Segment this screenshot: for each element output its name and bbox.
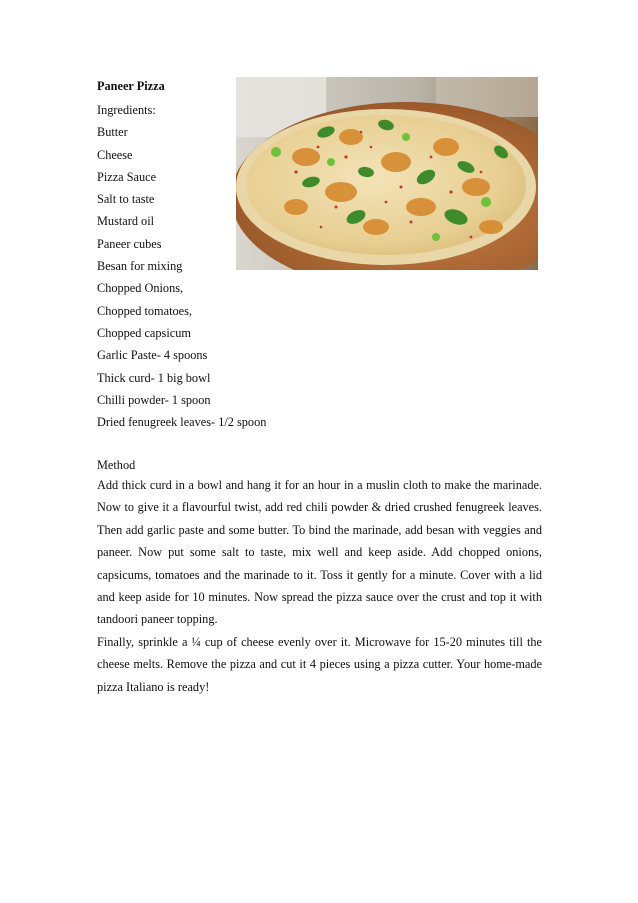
pizza-photo: [236, 77, 538, 270]
ingredients-list: [97, 99, 267, 433]
method-paragraph: Add thick curd in a bowl and hang it for an hour in a muslin cloth to make the marinade. Now to give it a flavourful twist, add red chili powder & dried crushed fenugreek leaves. Then add garlic paste and some butter. To bind the marinade, add besan with veggies and paneer. Now put some salt to taste, mix well and keep aside. Add chopped onions, capsicums, tomatoes and the marinade to it. Toss it gently for a minute. Cover with a lid and keep aside for 10 minutes. Now spread the pizza sauce over the crust and top it with tandoori paneer topping.: [97, 478, 542, 627]
ingredient-item: Chilli powder- 1 spoon: [97, 392, 211, 407]
ingredient-item: Chopped capsicum: [97, 325, 191, 340]
ingredient-item: Chopped Onions,: [97, 281, 184, 296]
method-text: [97, 474, 542, 698]
method-heading: Method: [97, 458, 136, 472]
ingredient-item: Pizza Sauce: [97, 169, 157, 184]
recipe-title: Paneer Pizza: [97, 79, 165, 93]
ingredient-item: Garlic Paste- 4 spoons: [97, 348, 208, 363]
ingredient-item: Paneer cubes: [97, 236, 162, 251]
ingredient-item: Dried fenugreek leaves- 1/2 spoon: [97, 415, 267, 430]
pizza-illustration: [236, 77, 538, 270]
ingredient-item: Mustard oil: [97, 214, 155, 229]
ingredient-item: Besan for mixing: [97, 259, 183, 274]
method-paragraph: Finally, sprinkle a ¼ cup of cheese evenly over it. Microwave for 15-20 minutes till the cheese melts. Remove the pizza and cut it 4 pieces using a pizza cutter. Your home-made pizza Italiano is ready!: [97, 634, 542, 694]
ingredient-item: Butter: [97, 125, 128, 140]
ingredient-item: Salt to taste: [97, 192, 155, 207]
ingredient-item: Thick curd- 1 big bowl: [97, 370, 211, 385]
ingredients-heading: Ingredients:: [97, 103, 156, 117]
ingredient-item: Cheese: [97, 147, 133, 162]
ingredient-item: Chopped tomatoes,: [97, 303, 192, 318]
